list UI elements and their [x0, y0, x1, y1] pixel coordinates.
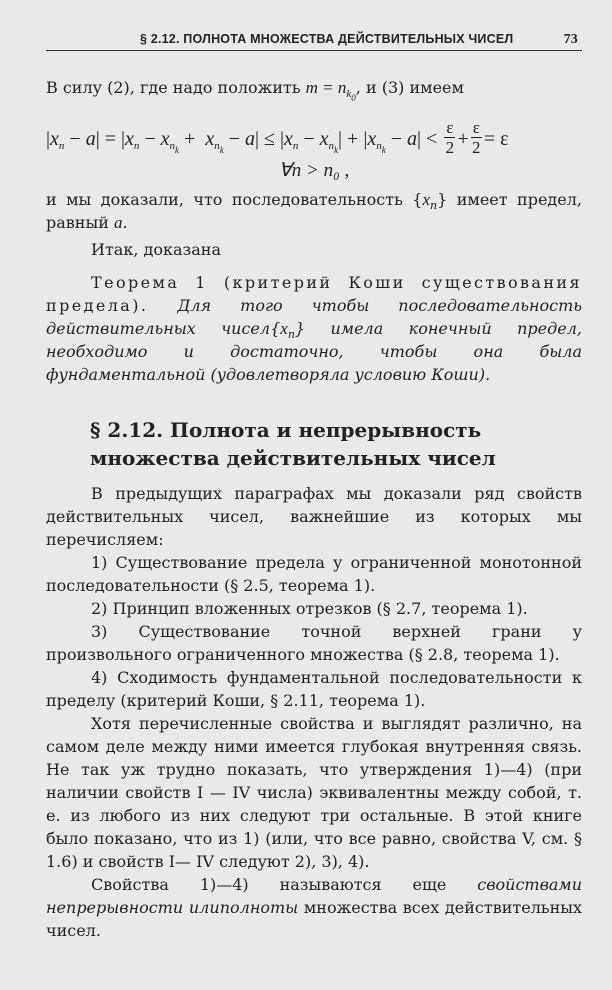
frac-den-1: 2 [445, 138, 455, 157]
final-paragraph [46, 873, 582, 942]
final-mid: или [183, 898, 220, 917]
term-completeness: полноты [219, 898, 299, 917]
m-subsub: 0 [351, 93, 356, 103]
m-expr [305, 78, 356, 103]
forall-text: ∀n > n₀ , [278, 160, 350, 181]
formula-expression: $|x_n - a| = |x_n - x_{n_k} + x_{n_k} - a| \le |x_n - x_{n_k}| + |x_{n_k} - a|$ < $\frac{\varepsilon}{2}$ + $\frac{\varepsilon}{2}$ = ε [46, 118, 509, 157]
property-item: 4) Сходимость фундаментальной последовательности к пределу (критерий Коши, § 2.11, теорема 1). [46, 668, 582, 710]
conclusion-before: и мы доказали, что последовательность { [46, 190, 423, 209]
conclusion-after: } имеет предел, равный [46, 190, 583, 232]
m-expr-text: m = n [305, 78, 347, 97]
m-sub: k [346, 88, 352, 100]
equivalence-paragraph: Хотя перечисленные свойства и выглядят различно, на самом деле между ними имеется глубокая внутренняя связь. Не так уж трудно показать, что утверждения 1)—4) (при наличии свойств I — IV числа) эквивалентны между собой, т. е. из любого из них следуют три остальные. В этой книге было показано, что из 1) (или, что все равно, свойства V, см. § 1.6) и свойств I— IV следуют 2), 3), 4). [46, 714, 582, 871]
property-item: 1) Существование предела у ограниченной монотонной последовательности (§ 2.5, теорема 1). [46, 553, 582, 595]
forall-condition [46, 159, 582, 182]
conclusion-limit-var: a [113, 213, 123, 232]
formula-result: = ε [483, 128, 509, 151]
theorem-statement-before: Для того чтобы последовательность действительных чисел{ [46, 296, 582, 338]
intro-line [46, 76, 582, 103]
conclusion-end: . [122, 213, 128, 232]
property-item: 2) Принцип вложенных отрезков (§ 2.7, теорема 1). [91, 599, 528, 618]
section-intro: В предыдущих параграфах мы доказали ряд свойств действительных чисел, важнейшие из которых мы перечисляем: [46, 484, 582, 549]
final-tail: множества всех действительных чисел. [46, 898, 583, 940]
cauchy-formula [46, 99, 582, 157]
intro-tail: , и (3) имеем [355, 78, 464, 97]
term-continuity: свойствами непрерывности [46, 875, 582, 917]
page-content [46, 76, 582, 942]
property-item: 3) Существование точной верхней грани у произвольного ограниченного множества (§ 2.8, теорема 1). [46, 622, 582, 664]
page-number: 73 [563, 32, 578, 47]
running-header [46, 30, 582, 51]
theorem-sub: n [287, 328, 295, 341]
fraction-eps-half-1 [444, 118, 455, 157]
running-title: § 2.12. ПОЛНОТА МНОЖЕСТВА ДЕЙСТВИТЕЛЬНЫХ ЧИСЕЛ [140, 32, 514, 46]
theorem-name: Теорема 1 (критерий Коши существования предела). [46, 273, 582, 315]
frac-num-2: ε [472, 118, 480, 137]
intro-lead: В силу (2), где надо положить [46, 78, 306, 97]
theorem-1 [46, 271, 582, 386]
conclusion-seq-var: x [422, 190, 430, 209]
frac-num-1: ε [446, 118, 454, 137]
section-heading: § 2.12. Полнота и непрерывность множества действительных чисел [90, 418, 496, 470]
fraction-eps-half-2 [471, 118, 482, 157]
conclusion-seq-sub: n [430, 199, 438, 212]
conclusion [46, 188, 582, 234]
frac-den-2: 2 [472, 138, 481, 157]
theorem-var: x [280, 319, 288, 338]
proved-line: Итак, доказана [91, 240, 222, 259]
theorem-statement-after: } имела конечный предел, необходимо и достаточно, чтобы она была фундаментальной (удовлетворяла условию Коши). [46, 319, 583, 384]
final-lead: Свойства 1)—4) называются еще [91, 875, 478, 894]
